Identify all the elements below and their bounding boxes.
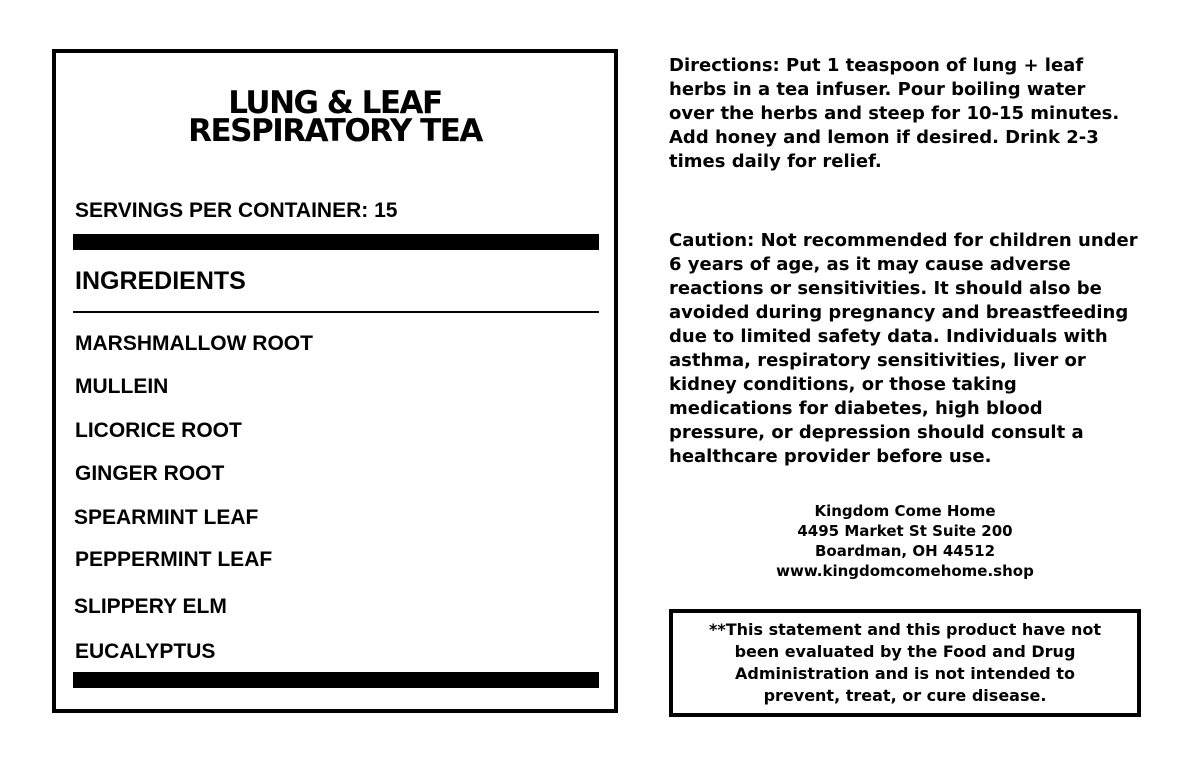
caution-text [669, 229, 1149, 469]
company-website: www.kingdomcomehome.shop [776, 562, 1034, 580]
ingredient-item: PEPPERMINT LEAF [75, 548, 273, 571]
directions-line: over the herbs and steep for 10-15 minutes. [669, 103, 1120, 124]
ingredient-item: GINGER ROOT [75, 462, 225, 485]
company-info [670, 501, 1140, 581]
ingredients-heading: INGREDIENTS [75, 267, 246, 295]
product-title [56, 85, 614, 149]
directions-line: Add honey and lemon if desired. Drink 2-3 [669, 127, 1099, 148]
caution-line: medications for diabetes, high blood [669, 398, 1043, 419]
directions-text [669, 54, 1149, 174]
ingredient-item: MARSHMALLOW ROOT [75, 332, 313, 355]
fda-disclaimer-box [669, 609, 1141, 717]
ingredient-item: LICORICE ROOT [75, 419, 242, 442]
divider-thin [73, 311, 599, 313]
caution-line: avoided during pregnancy and breastfeeding [669, 302, 1129, 323]
caution-line: due to limited safety data. Individuals with [669, 326, 1108, 347]
company-address-line-1: 4495 Market St Suite 200 [797, 522, 1013, 540]
divider-thick-bottom [73, 672, 599, 688]
fda-disclaimer-text [709, 619, 1101, 707]
caution-line: kidney conditions, or those taking [669, 374, 1017, 395]
ingredient-item: SPEARMINT LEAF [74, 506, 259, 529]
caution-line: Caution: Not recommended for children under [669, 230, 1138, 251]
ingredient-item: EUCALYPTUS [75, 640, 216, 663]
disclaimer-line: been evaluated by the Food and Drug [734, 642, 1076, 661]
ingredients-panel [52, 49, 618, 713]
caution-line: healthcare provider before use. [669, 446, 992, 467]
product-title-line-1: LUNG & LEAF [228, 85, 442, 121]
divider-thick-top [73, 234, 599, 250]
caution-line: asthma, respiratory sensitivities, liver or [669, 350, 1086, 371]
disclaimer-line: **This statement and this product have not [709, 620, 1101, 639]
directions-line: herbs in a tea infuser. Pour boiling water [669, 79, 1086, 100]
ingredient-item: SLIPPERY ELM [74, 595, 227, 618]
disclaimer-line: prevent, treat, or cure disease. [763, 686, 1047, 705]
caution-line: pressure, or depression should consult a [669, 422, 1084, 443]
directions-line: times daily for relief. [669, 151, 882, 172]
directions-line: Directions: Put 1 teaspoon of lung + leaf [669, 55, 1084, 76]
ingredient-item: MULLEIN [75, 375, 169, 398]
caution-line: 6 years of age, as it may cause adverse [669, 254, 1071, 275]
disclaimer-line: Administration and is not intended to [735, 664, 1075, 683]
caution-line: reactions or sensitivities. It should also be [669, 278, 1102, 299]
company-address-line-2: Boardman, OH 44512 [814, 542, 996, 560]
product-title-line-2: RESPIRATORY TEA [188, 113, 482, 149]
servings-per-container: SERVINGS PER CONTAINER: 15 [75, 199, 398, 222]
company-name: Kingdom Come Home [814, 502, 996, 520]
